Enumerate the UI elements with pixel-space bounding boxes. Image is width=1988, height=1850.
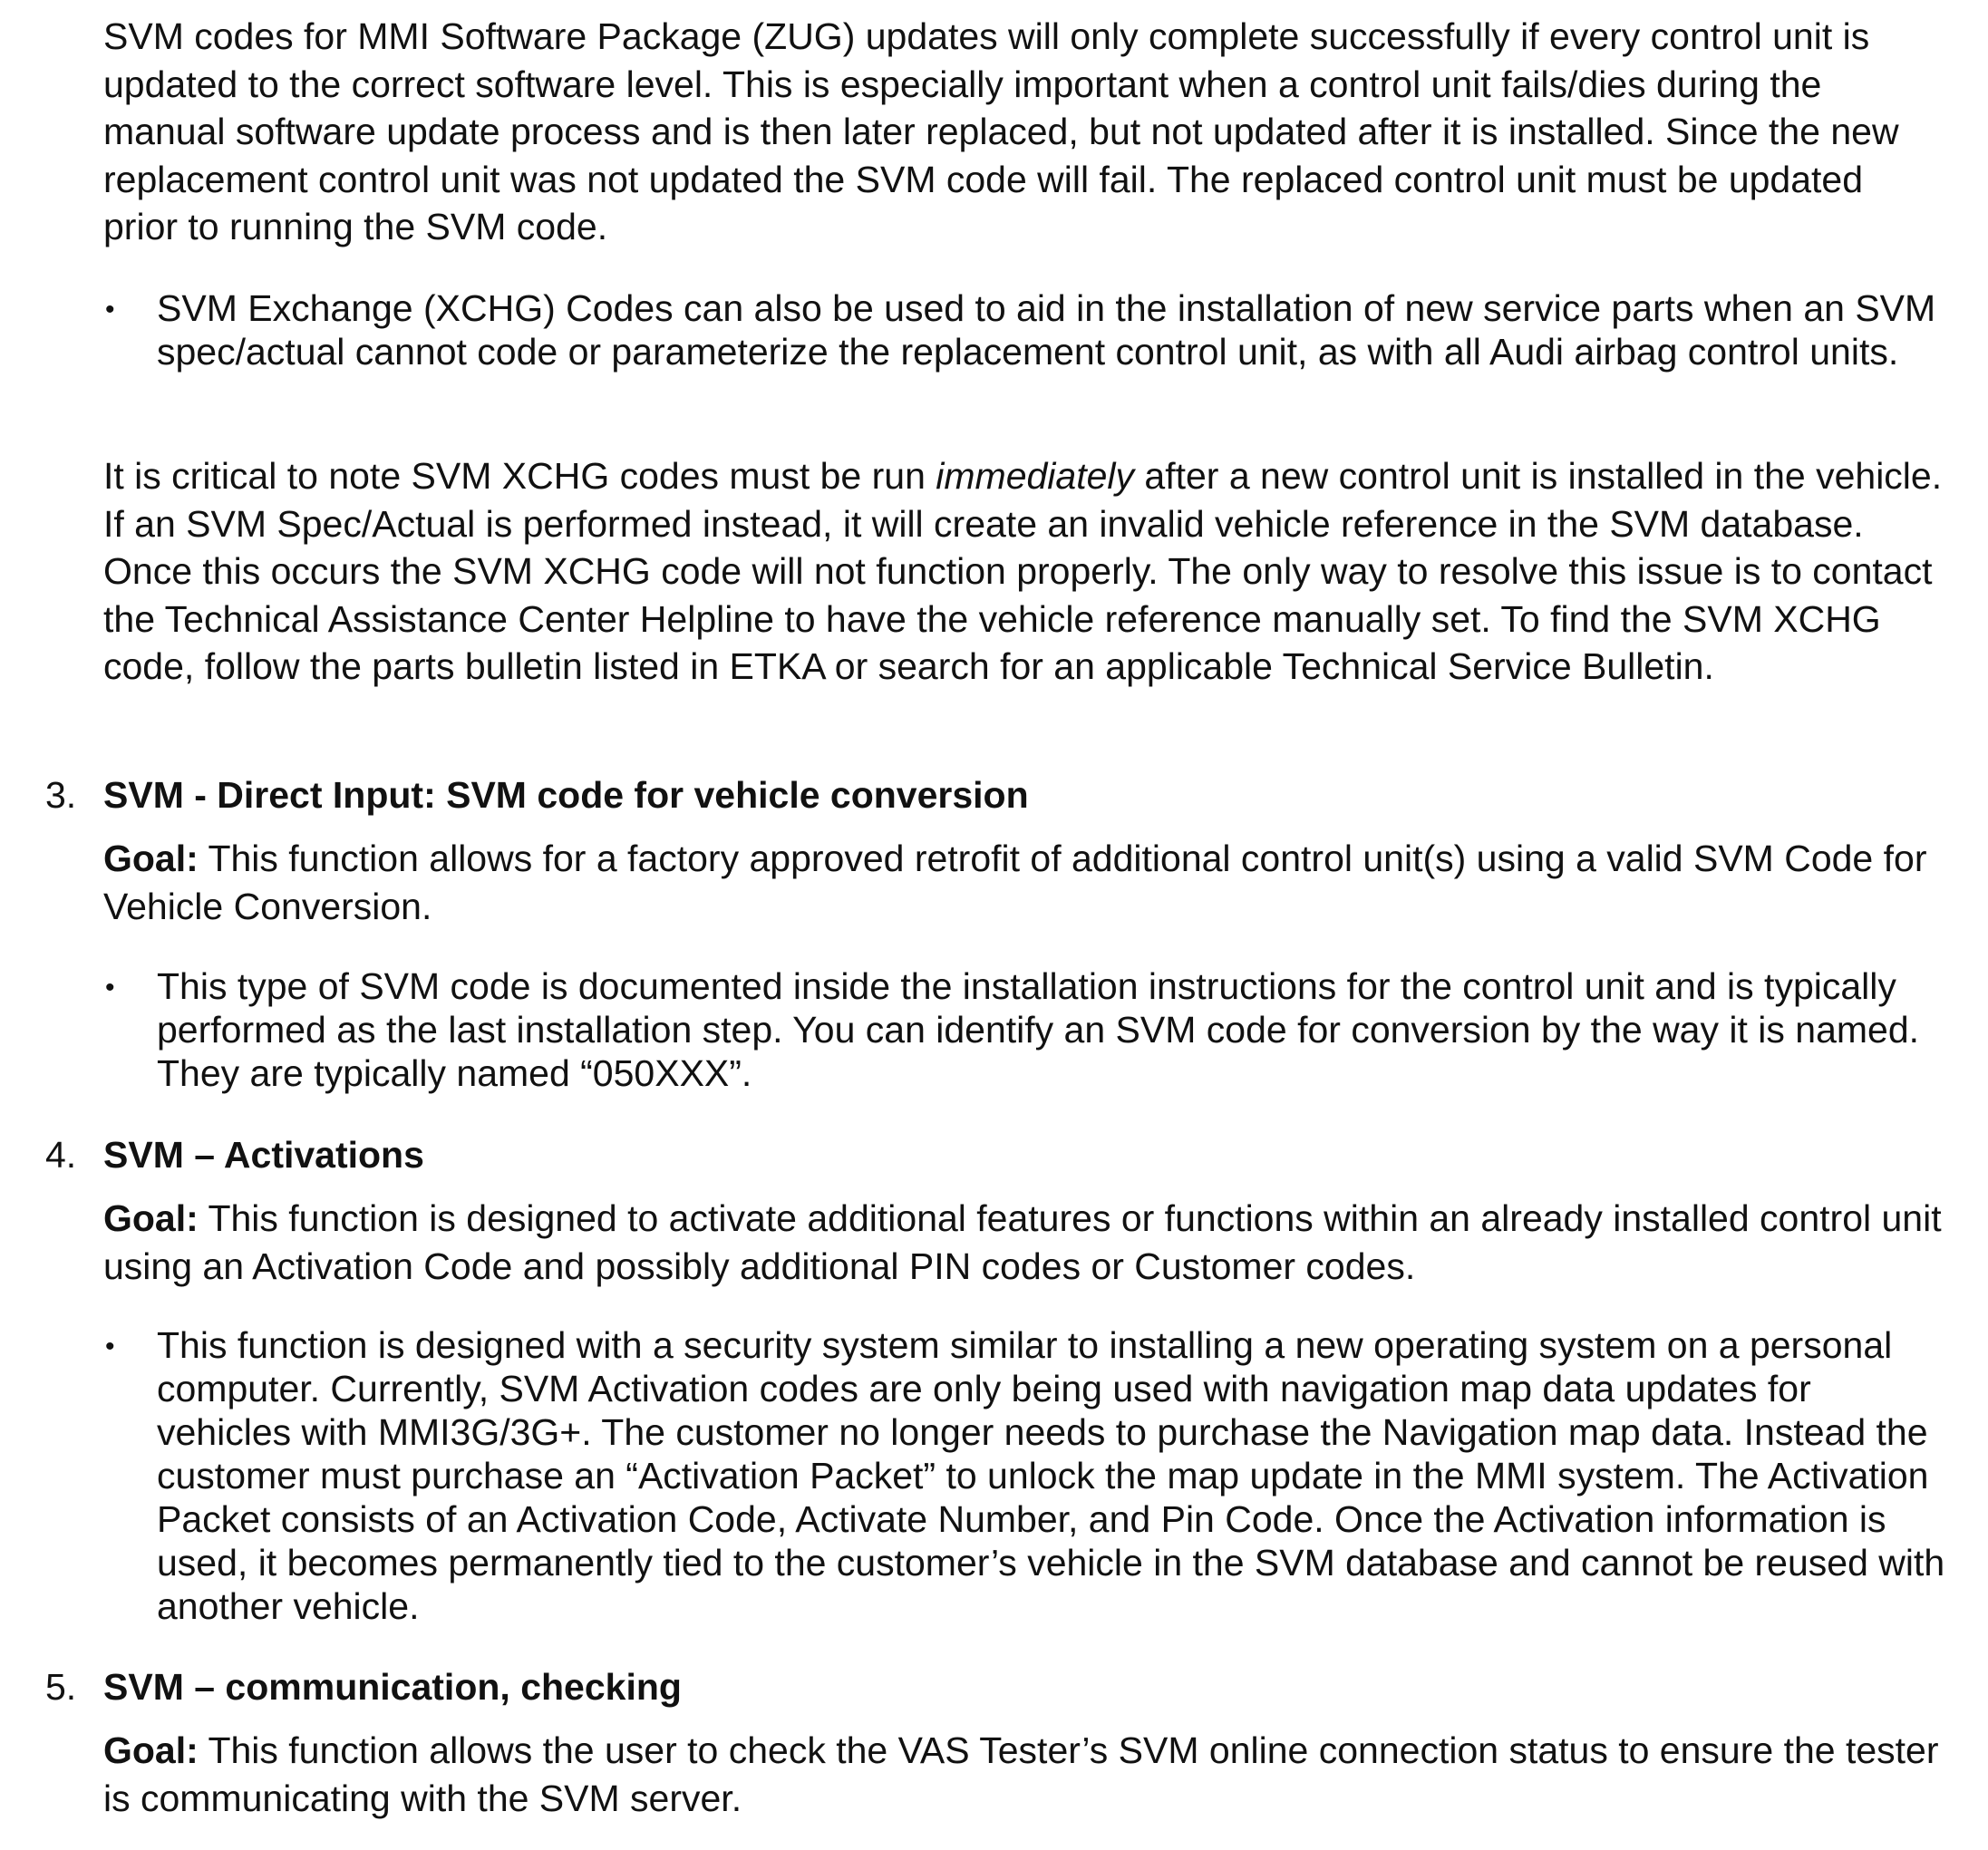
section-3-number: 3. [45, 774, 77, 816]
bullet-marker: • [105, 973, 115, 1002]
critical-note-text-start: It is critical to note SVM XCHG codes must be run [103, 455, 936, 497]
critical-note-emphasis: immediately [936, 455, 1135, 497]
section-5-goal-label: Goal: [103, 1729, 199, 1771]
section-4-number: 4. [45, 1134, 77, 1176]
section-5-heading: SVM – communication, checking [103, 1666, 682, 1708]
section-4-goal [103, 1195, 1944, 1290]
intro-paragraph: SVM codes for MMI Software Package (ZUG) updates will only complete successfully if every control unit is updated to the correct software level. This is especially important when a control unit fails/dies during the manual software update process and is then later replaced, but not updated after it is installed. Since the new replacement control unit was not updated the SVM code will fail. The replaced control unit must be updated prior to running the SVM code. [103, 15, 1899, 247]
section-4-bullet-text: This function is designed with a security system similar to installing a new operating system on a personal computer. Currently, SVM Activation codes are only being used with navigation map data updates for vehicles with MMI3G/3G+. The customer no longer needs to purchase the Navigation map data. Instead the customer must purchase an “Activation Packet” to unlock the map update in the MMI system. The Activation Packet consists of an Activation Code, Activate Number, and Pin Code. Once the Activation information is used, it becomes permanently tied to the customer’s vehicle in the SVM database and cannot be reused with another vehicle. [157, 1324, 1945, 1627]
section-3-bullet-text: This type of SVM code is documented inside the installation instructions for the control unit and is typically performed as the last installation step. You can identify an SVM code for conversion by the way it is named. They are typically named “050XXX”. [157, 965, 1920, 1094]
bullet-marker: • [105, 295, 115, 324]
section-5-goal-text: This function allows the user to check the VAS Tester’s SVM online connection status to ensure the tester is communicating with the SVM server. [103, 1729, 1939, 1819]
section-3-goal [103, 835, 1944, 930]
critical-note-paragraph [103, 452, 1944, 691]
section-4-heading: SVM – Activations [103, 1134, 424, 1176]
critical-note-text-end: after a new control unit is installed in the vehicle. If an SVM Spec/Actual is performed instead, it will create an invalid vehicle reference in the SVM database. Once this occurs the SVM XCHG code will not function properly. The only way to resolve this issue is to contact the Technical Assistance Center Helpline to have the vehicle reference manually set. To find the SVM XCHG code, follow the parts bulletin listed in ETKA or search for an applicable Technical Service Bulletin. [103, 455, 1943, 687]
section-3-goal-text: This function allows for a factory approved retrofit of additional control unit(s) using a valid SVM Code for Vehicle Conversion. [103, 838, 1927, 927]
section-5-goal [103, 1727, 1944, 1822]
intro-bullet-text: SVM Exchange (XCHG) Codes can also be used to aid in the installation of new service parts when an SVM spec/actual cannot code or parameterize the replacement control unit, as with all Audi airbag control units. [157, 287, 1936, 373]
section-3-goal-label: Goal: [103, 838, 199, 879]
section-4-goal-label: Goal: [103, 1197, 199, 1239]
section-4-goal-text: This function is designed to activate additional features or functions within an already installed control unit using an Activation Code and possibly additional PIN codes or Customer codes. [103, 1197, 1942, 1287]
section-3-heading: SVM - Direct Input: SVM code for vehicle conversion [103, 774, 1029, 816]
section-5-number: 5. [45, 1666, 77, 1708]
bullet-marker: • [105, 1332, 115, 1361]
